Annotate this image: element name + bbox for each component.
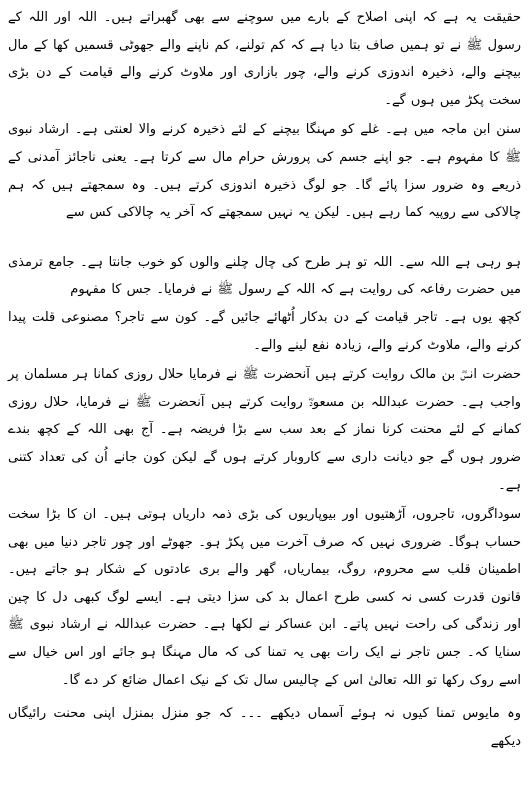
paragraph-2: سنن ابن ماجہ میں ہے۔ غلے کو مہنگا بیچنے کے لئے ذخیرہ کرنے والا لعنتی ہے۔ ارشاد نبوی ﷺ کا مفہوم ہے۔ جو اپنے جسم کی پرورش حرام مال سے کرتا ہے۔ یعنی ناجائز آمدنی کے ذریعے وہ ضرور سزا پائے گا۔ جو لوگ ذخیرہ اندوزی کرتے ہیں۔ وہ سمجھتے ہیں کہ ہم چالاکی سے روپیہ کما رہے ہیں۔ لیکن یہ نہیں سمجھتے کہ آخر یہ چالاکی کس سے (8, 122, 521, 221)
paragraph-4: کچھ یوں ہے۔ تاجر قیامت کے دن بدکار اُٹھائے جائیں گے۔ کون سے تاجر؟ مصنوعی قلت پیدا کرنے والے، ملاوٹ کرنے والے، زیادہ نفع لینے والے۔ (8, 309, 521, 353)
closing-couplet: وہ مایوس تمنا کیوں نہ ہوئے آسماں دیکھے ۔۔۔ کہ جو منزل بمنزل اپنی محنت رائیگاں دیکھے (8, 706, 521, 749)
paragraph-1: حقیقت یہ ہے کہ اپنی اصلاح کے بارے میں سوچنے سے بھی گھبراتے ہیں۔ اللہ اور اللہ کے رسول ﷺ نے تو ہمیں صاف بتا دیا ہے کہ کم تولنے، کم ناپنے والے جھوٹی قسمیں کھا کے مال بیچنے والے، ذخیرہ اندوزی کرنے والے، چور بازاری اور ملاوٹ کرنے والے قیامت کے دن بڑی سخت پکڑ میں ہوں گے۔ (8, 10, 521, 108)
paragraph-6: سوداگروں، تاجروں، آڑھتیوں اور بیوپاریوں کی بڑی ذمہ داریاں ہوتی ہیں۔ ان کا بڑا سخت حساب ہوگا۔ ضروری نہیں کہ صرف آخرت میں پکڑ ہو۔ جھوٹے اور چور تاجر دنیا میں بھی اطمینان قلب سے محروم، روگ، بیماریاں، گھر والے بری عادتوں کے شکار ہو جاتے ہیں۔ قانون قدرت کسی نہ کسی طرح اعمال بد کی سزا دیتی ہے۔ ایسے لوگ کبھی دل کا چین اور زندگی کی راحت نہیں پاتے۔ ابن عساکر نے لکھا ہے۔ حضرت عبداللہ نے ارشاد نبوی ﷺ سنایا کہ۔ جس تاجر نے ایک رات بھی یہ تمنا کی کہ مال مہنگا ہو جائے اور اس خیال سے اسے روک رکھا تو اللہ تعالیٰ اس کے چالیس سال تک کے نیک اعمال ضائع کر دے گا۔ (8, 507, 521, 688)
paragraph-3: ہو رہی ہے اللہ سے۔ اللہ تو ہر طرح کی چال چلنے والوں کو خوب جانتا ہے۔ جامع ترمذی میں حضرت رفاعہ کی روایت ہے کہ اللہ کے رسول ﷺ نے فرمایا۔ جس کا مفہوم (8, 254, 521, 298)
paragraph-5: حضرت انسؓ بن مالک روایت کرتے ہیں آنحضرت ﷺ نے فرمایا حلال روزی کمانا ہر مسلمان پر واجب ہے۔ حضرت عبداللہ بن مسعودؓ روایت کرتے ہیں آنحضرت ﷺ نے فرمایا، حلال روزی کمانے کے لئے محنت کرنا نماز کے بعد سب سے بڑا فریضہ ہے۔ آج بھی اللہ کے کچھ بندے ضرور ہوں گے جو دیانت داری سے کاروبار کرتے ہوں گے لیکن کون جانے اُن کی تعداد کتنی ہے۔ (8, 367, 521, 493)
